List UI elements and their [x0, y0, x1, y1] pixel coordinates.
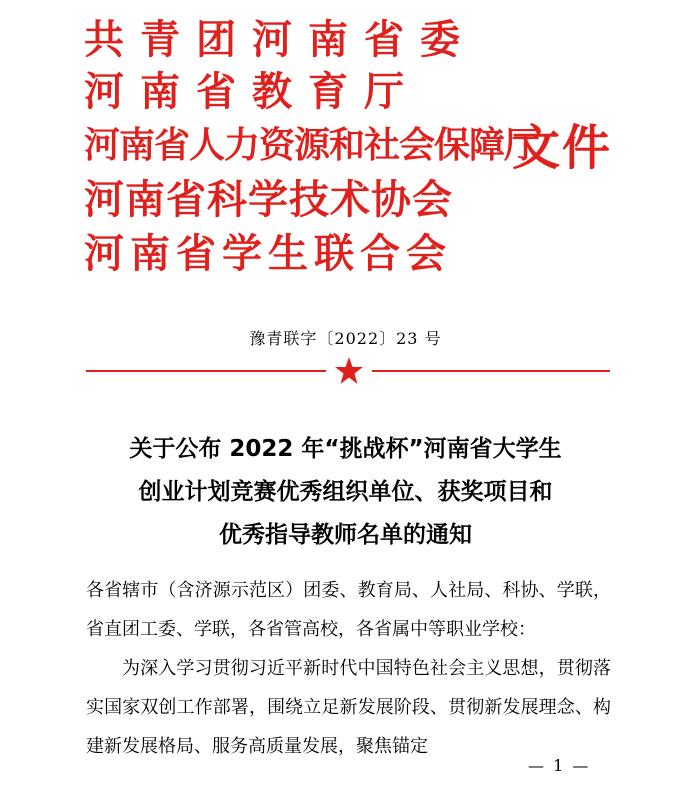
notice-body [86, 571, 611, 766]
body-paragraph-1: 为深入学习贯彻习近平新时代中国特色社会主义思想，贯彻落实国家双创工作部署，围绕立足新发展阶段、贯彻新发展理念、构建新发展格局、服务高质量发展，聚焦锚定 [86, 658, 611, 757]
issuing-organizations-header [84, 8, 624, 278]
org-student-federation: 河南省学生联合会 [84, 231, 452, 277]
divider-line-left [86, 370, 326, 372]
title-line-2: 创业计划竞赛优秀组织单位、获奖项目和 [138, 479, 553, 505]
title-line-1: 关于公布 2022 年“挑战杯”河南省大学生 [129, 436, 562, 462]
salutation: 各省辖市（含济源示范区）团委、教育局、人社局、科协、学联，省直团工委、学联，各省管高校，各省属中等职业学校： [86, 580, 611, 640]
org-human-resources-department: 河南省人力资源和社会保障厅 [84, 125, 540, 166]
red-star-icon [329, 356, 369, 386]
title-line-3: 优秀指导教师名单的通知 [219, 522, 472, 548]
page-number: — 1 — [528, 756, 591, 775]
notice-title [0, 428, 691, 557]
org-education-department: 河南省教育厅 [84, 69, 420, 115]
document-number: 豫青联字〔2022〕23 号 [249, 329, 442, 348]
document-type-label: 文件 [512, 120, 613, 176]
org-science-association: 河南省科学技术协会 [84, 177, 453, 223]
org-communist-youth-league: 共青团河南省委 [84, 17, 476, 63]
red-divider [86, 356, 610, 386]
divider-line-right [372, 370, 610, 372]
